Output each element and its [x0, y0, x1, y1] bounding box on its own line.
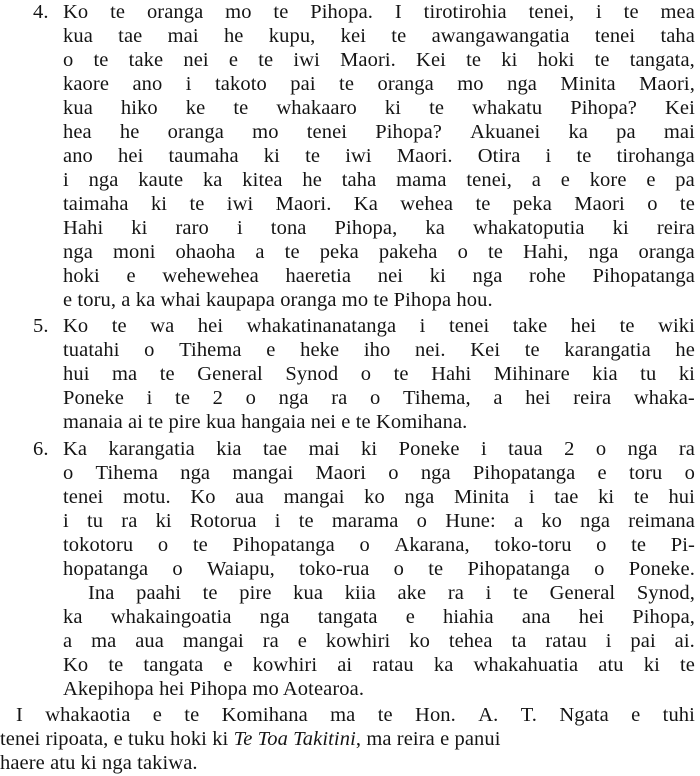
item-4-line-6: hea he oranga mo tenei Pihopa? Akuanei ka pa mai	[63, 121, 695, 143]
item-4-line-12: hoki e wehewehea haeretia nei ki nga rohe Pihopatanga	[63, 265, 695, 287]
item-4-line-5: kua hiko ke te whakaaro ki te whakatu Pihopa? Kei	[63, 97, 695, 119]
item-6-line-6: hopatanga o Waiapu, toko-rua o te Pihopatanga o Poneke.	[63, 558, 695, 580]
item-6-continuation-line-3: a ma aua mangai ra e kowhiri ko tehea ta ratau i pai ai.	[63, 630, 695, 652]
item-4-line-2: kua tae mai he kupu, kei te awangawangatia tenei taha	[63, 25, 695, 47]
item-5-line-5: manaia ai te pire kua hangaia nei e te Komihana.	[63, 411, 468, 433]
closing-line-3: haere atu ki nga takiwa.	[0, 752, 198, 774]
item-4-line-9: taimaha ki te iwi Maori. Ka wehea te peka Maori o te	[63, 193, 695, 215]
item-6-continuation-line-2: ka whakaingoatia nga tangata e hiahia ana hei Pihopa,	[63, 606, 695, 628]
closing-line-2-text-before: tenei ripoata, e tuku hoki ki	[0, 728, 234, 750]
item-6-line-2: o Tihema nga mangai Maori o nga Pihopatanga e toru o	[63, 462, 695, 484]
item-number-5: 5.	[33, 315, 49, 337]
item-5-line-4: Poneke i te 2 o nga ra o Tihema, a hei reira whaka-	[63, 387, 695, 409]
item-number-4: 4.	[33, 1, 49, 23]
item-6-line-3: tenei motu. Ko aua mangai ko nga Minita i tae ki te hui	[63, 486, 695, 508]
item-5-line-1: Ko te wa hei whakatinanatanga i tenei take hei te wiki	[63, 315, 695, 337]
item-4-line-4: kaore ano i takoto pai te oranga mo nga Minita Maori,	[63, 73, 695, 95]
item-4-line-13: e toru, a ka whai kaupapa oranga mo te Pihopa hou.	[63, 289, 493, 311]
closing-line-2-text-after: , ma reira e panui	[355, 728, 501, 750]
item-5-line-3: hui ma te General Synod o te Hahi Mihinare kia tu ki	[63, 363, 695, 385]
closing-line-1: I whakaotia e te Komihana ma te Hon. A. T. Ngata e tuhi	[16, 704, 695, 726]
publication-title: Te Toa Takitini	[233, 728, 356, 750]
item-4-line-8: i nga kaute ka kitea he taha mama tenei, a e kore e pa	[63, 169, 695, 191]
item-4-line-11: nga moni ohaoha a te peka pakeha o te Hahi, nga oranga	[63, 241, 695, 263]
item-4-line-7: ano hei taumaha ki te iwi Maori. Otira i te tirohanga	[63, 145, 695, 167]
item-6-continuation-line-5: Akepihopa hei Pihopa mo Aotearoa.	[63, 678, 365, 700]
closing-line-2	[0, 727, 695, 751]
item-6-line-4: i tu ra ki Rotorua i te marama o Hune: a ko nga reimana	[63, 510, 695, 532]
item-6-line-5: tokotoru o te Pihopatanga o Akarana, toko-toru o te Pi-	[63, 534, 695, 556]
item-4-line-10: Hahi ki raro i tona Pihopa, ka whakatoputia ki reira	[63, 217, 695, 239]
item-6-line-1: Ka karangatia kia tae mai ki Poneke i taua 2 o nga ra	[63, 438, 695, 460]
item-4-line-3: o te take nei e te iwi Maori. Kei te ki hoki te tangata,	[63, 49, 695, 71]
item-5-line-2: tuatahi o Tihema e heke iho nei. Kei te karangatia he	[63, 339, 695, 361]
item-number-6: 6.	[33, 438, 49, 460]
item-6-continuation-line-1: Ina paahi te pire kua kiia ake ra i te General Synod,	[88, 582, 695, 604]
item-6-continuation-line-4: Ko te tangata e kowhiri ai ratau ka whakahuatia atu ki te	[63, 654, 695, 676]
item-4-line-1: Ko te oranga mo te Pihopa. I tirotirohia tenei, i te mea	[63, 1, 695, 23]
